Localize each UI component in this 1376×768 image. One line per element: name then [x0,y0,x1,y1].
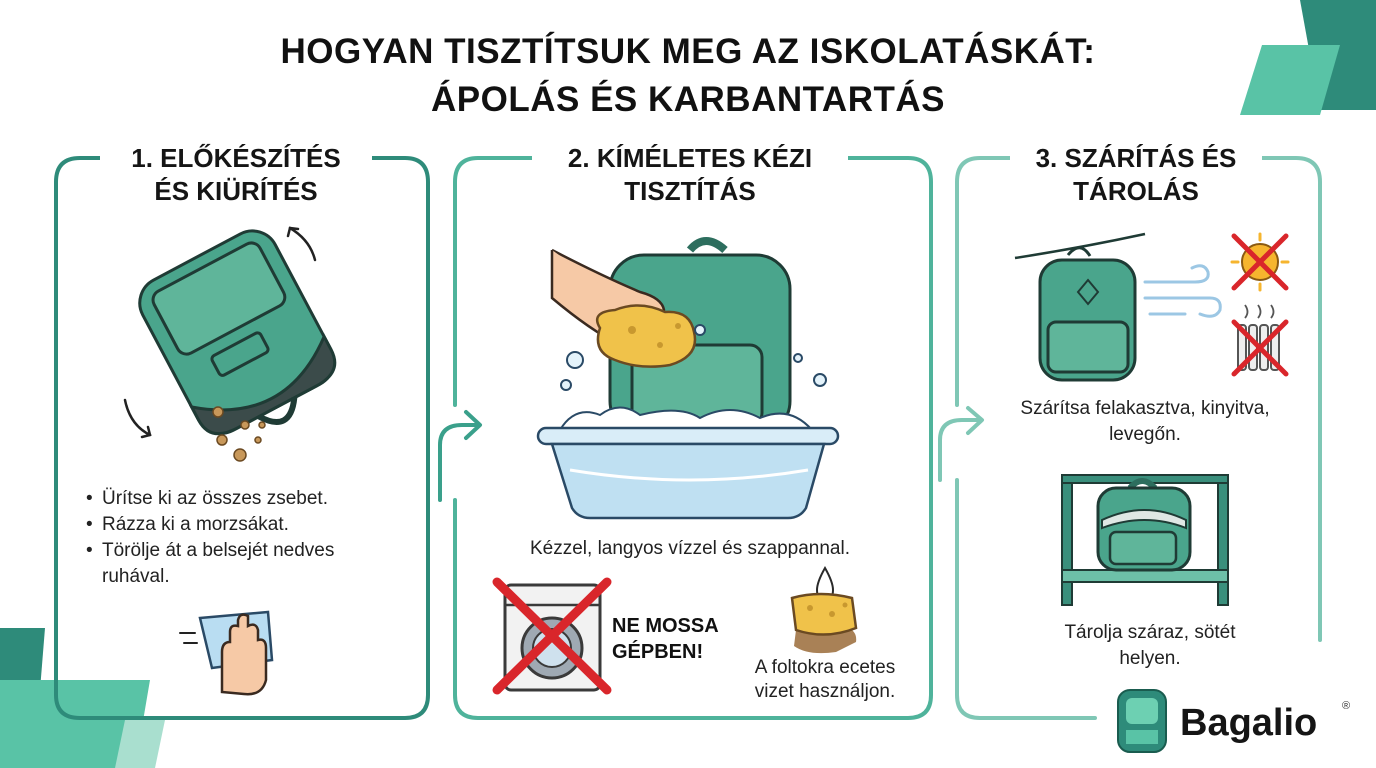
panel-3-title-line-1: 3. SZÁRÍTÁS ÉS [1035,143,1237,173]
panel-2-title-line-2: TISZTÍTÁS [624,176,756,206]
washing-backpack-icon [538,241,838,518]
panel-1-title [100,142,372,208]
drying-line-1: Szárítsa felakasztva, kinyitva, [1020,398,1270,419]
panel-1-title-line-1: 1. ELŐKÉSZÍTÉS [131,143,341,173]
backpack-upside-down-icon [131,222,350,456]
drying-line-2: levegőn. [1109,424,1181,445]
arrow-to-panel-2 [440,412,480,500]
panel-2-title-line-1: 2. KÍMÉLETES KÉZI [567,143,813,173]
panel-2-caption: Kézzel, langyos vízzel és szappannal. [529,538,850,559]
shelf-backpack-icon [1062,475,1228,605]
warning-line-1: NE MOSSA [612,615,719,637]
panel-3-title-line-2: TÁROLÁS [1073,176,1199,206]
list-item: • Törölje át a belsejét nedves [86,538,406,564]
panel-1-bullet-continuation: ruhával. [102,566,170,587]
list-item: • Rázza ki a morzsákat. [86,512,406,538]
sponge-drop-icon [792,568,856,653]
storage-instructions [1010,620,1290,672]
wind-icon [1145,266,1220,317]
panel-3-title [1010,142,1262,208]
hanging-backpack-icon [1015,234,1145,380]
bagalio-logo-icon [1118,690,1166,752]
no-sun-icon [1232,234,1288,290]
brand-name: Bagalio [1180,702,1318,744]
corner-decoration-bottom-left [0,628,165,768]
registered-mark: ® [1342,700,1351,712]
no-machine-warning [612,613,742,665]
storage-line-2: helyen. [1119,648,1181,669]
main-title-line-1: HOGYAN TISZTÍTSUK MEG AZ ISKOLATÁSKÁT: [280,32,1096,71]
list-item: • Ürítse ki az összes zsebet. [86,486,406,512]
panel-1-title-line-2: ÉS KIÜRÍTÉS [154,176,318,206]
vinegar-tip [735,656,915,704]
tip-line-2: vizet használjon. [754,681,896,702]
drying-instructions [975,396,1315,448]
storage-line-1: Tárolja száraz, sötét [1064,622,1236,643]
main-title-line-2: ÁPOLÁS ÉS KARBANTARTÁS [431,80,945,119]
panel-2-title [532,142,848,208]
no-washing-machine-icon [497,582,607,690]
warning-line-2: GÉPBEN! [612,641,704,663]
wipe-cloth-icon [180,612,272,694]
panel-1-bullet-list [86,486,406,564]
tip-line-1: A foltokra ecetes [754,657,896,678]
no-radiator-icon [1234,305,1286,374]
